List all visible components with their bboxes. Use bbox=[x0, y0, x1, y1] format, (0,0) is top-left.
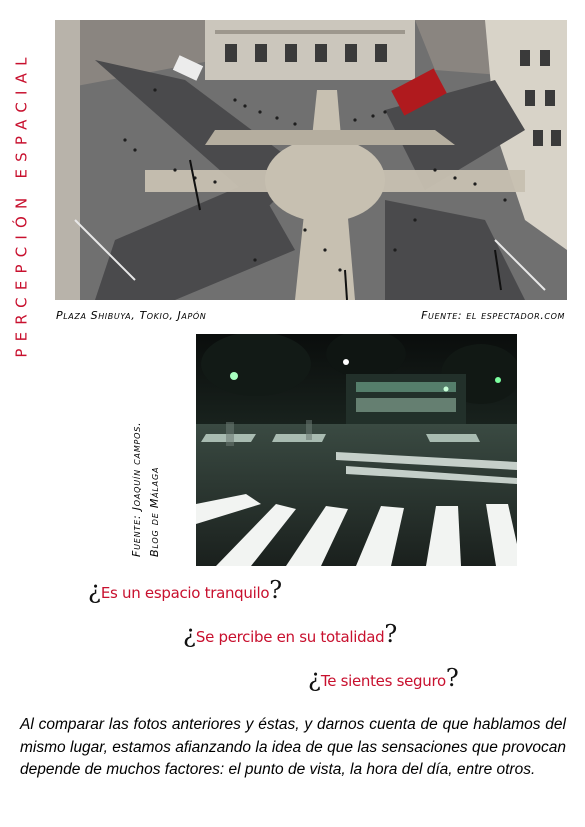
street-crossing-photo bbox=[55, 20, 567, 300]
question-close-mark: ? bbox=[269, 576, 283, 604]
question-text: Se percibe en su totalidad bbox=[195, 628, 385, 646]
question-close-mark: ? bbox=[445, 664, 459, 692]
question-open-mark: ¿ bbox=[308, 664, 321, 692]
question-text: Te sientes seguro bbox=[320, 672, 446, 690]
night-crossing-photo bbox=[196, 334, 517, 566]
photo1-caption-left: Plaza Shibuya, Tokio, Japón bbox=[56, 309, 207, 322]
street-crossing-illustration bbox=[55, 20, 567, 300]
question-open-mark: ¿ bbox=[183, 620, 196, 648]
body-paragraph: Al comparar las fotos anteriores y éstas, y darnos cuenta de que hablamos del mismo lugar, estamos afianzando la idea de que las sensaciones que provocan depende de muchos factores: el punto de vista, la hora del día, entre otros. bbox=[20, 716, 566, 778]
side-title bbox=[8, 24, 36, 384]
photo1-caption-right: Fuente: el espectador.com bbox=[421, 309, 565, 322]
night-crossing-illustration bbox=[196, 334, 517, 566]
side-title-text: PERCEPCIÓN ESPACIAL bbox=[13, 50, 32, 358]
photo2-caption-line1: Fuente: Joaquín campos. bbox=[130, 421, 143, 557]
question-open-mark: ¿ bbox=[88, 576, 101, 604]
question-feel-safe bbox=[308, 664, 459, 692]
question-text: Es un espacio tranquilo bbox=[100, 584, 270, 602]
question-calm-space bbox=[88, 576, 282, 604]
photo2-caption-line2: Blog de Málaga bbox=[148, 466, 161, 557]
question-perceived-totality bbox=[183, 620, 397, 648]
question-close-mark: ? bbox=[384, 620, 398, 648]
